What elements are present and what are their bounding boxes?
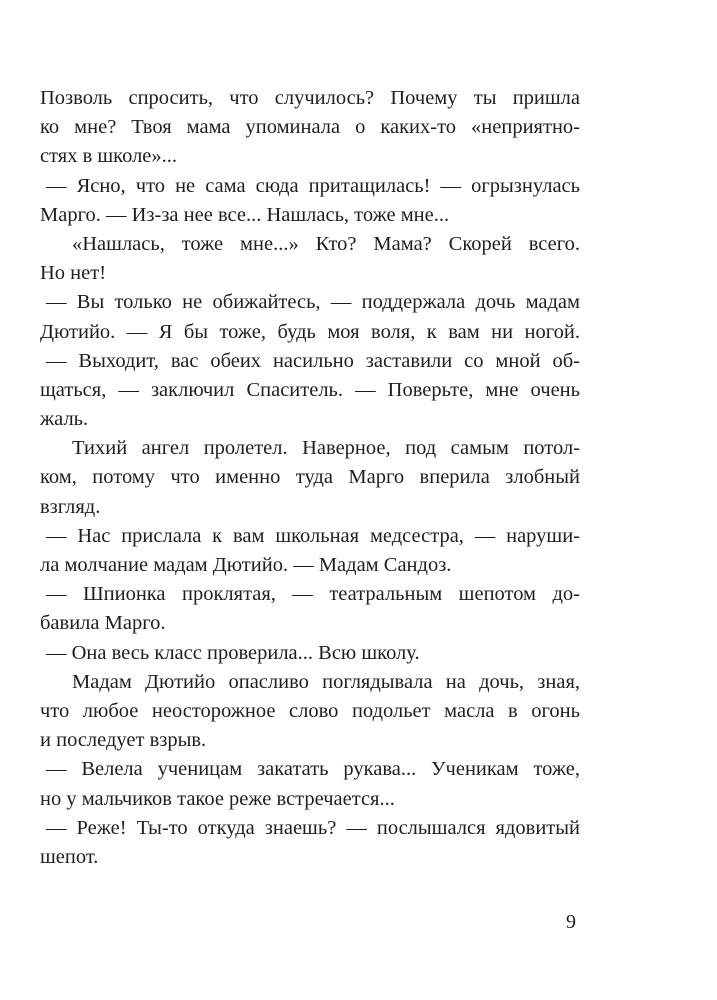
text-line: Позволь спросить, что случилось? Почему ты пришла bbox=[40, 87, 580, 109]
text-line: ко мне? Твоя мама упоминала о каких-то «неприятно- bbox=[40, 116, 580, 139]
text-line: Но нет! bbox=[40, 262, 107, 285]
text-line: щаться, — заключил Спаситель. — Поверьте, мне очень bbox=[40, 378, 580, 401]
text-line: — Вы только не обижайтесь, — поддержала дочь мадам bbox=[46, 291, 580, 314]
text-line: взгляд. bbox=[40, 495, 101, 518]
text-line: «Нашлась, тоже мне...» Кто? Мама? Скорей всего. bbox=[72, 232, 580, 255]
text-line: — Реже! Ты-то откуда знаешь? — послышался ядовитый bbox=[46, 816, 580, 839]
text-line: шепот. bbox=[40, 845, 99, 868]
text-line: — Она весь класс проверила... Всю школу. bbox=[46, 641, 420, 664]
text-line: жаль. bbox=[40, 408, 89, 431]
page-body-text bbox=[40, 84, 580, 872]
text-line: Мадам Дютийо опасливо поглядывала на дочь, зная, bbox=[72, 670, 580, 693]
text-line: бавила Марго. bbox=[40, 612, 166, 635]
text-line: и последует взрыв. bbox=[40, 729, 207, 752]
text-line: — Ясно, что не сама сюда притащилась! — огрызнулась bbox=[46, 174, 580, 197]
text-line: но у мальчиков такое реже встречается... bbox=[40, 787, 395, 810]
text-line: Дютийо. — Я бы тоже, будь моя воля, к вам ни ногой. bbox=[40, 320, 580, 343]
page-number: 9 bbox=[566, 911, 576, 933]
text-line: — Шпионка проклятая, — театральным шепотом до- bbox=[46, 583, 580, 606]
text-line: — Нас прислала к вам школьная медсестра, — наруши- bbox=[46, 524, 580, 547]
text-line: ла молчание мадам Дютийо. — Мадам Сандоз. bbox=[40, 554, 452, 576]
text-line: — Велела ученицам закатать рукава... Ученикам тоже, bbox=[46, 758, 580, 781]
text-line: что любое неосторожное слово подольет масла в огонь bbox=[40, 699, 580, 722]
text-line: Марго. — Из-за нее все... Нашлась, тоже мне... bbox=[40, 203, 450, 226]
text-line: — Выходит, вас обеих насильно заставили со мной об- bbox=[46, 349, 580, 372]
text-line: стях в школе»... bbox=[40, 145, 178, 168]
text-line: ком, потому что именно туда Марго вперила злобный bbox=[40, 466, 580, 489]
text-line: Тихий ангел пролетел. Наверное, под самым потол- bbox=[72, 437, 580, 460]
